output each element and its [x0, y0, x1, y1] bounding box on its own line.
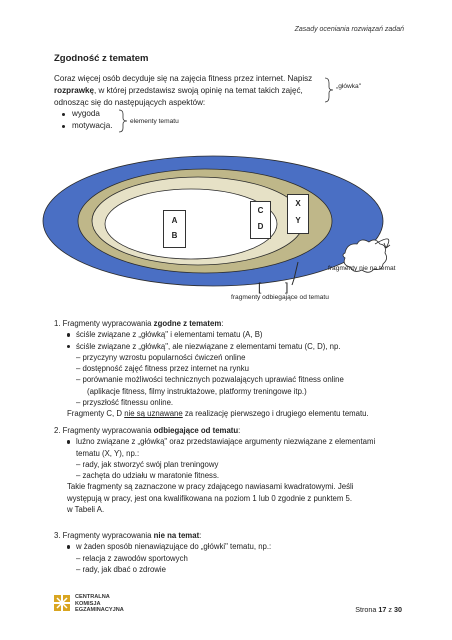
label-c: C [257, 206, 264, 215]
offtopic-label: fragmenty nie na temat [328, 265, 396, 272]
section-2 [54, 425, 404, 515]
aspect-text: motywacja. [72, 121, 113, 130]
heading-text: 2. Fragmenty wypracowania [54, 426, 154, 435]
bracket-open: [ [258, 280, 262, 294]
label-d: D [257, 222, 264, 231]
logo-mark-icon [54, 595, 71, 612]
paragraph-line: występują w pracy, jest ona kwalifikowana na poziom 1 lub 0 zgodnie z punktem 5. [67, 493, 353, 503]
label-x: X [295, 199, 301, 208]
elements-label: elementy tematu [130, 118, 179, 125]
list-item [67, 329, 404, 340]
prompt-line-2-rest: , w której przedstawisz swoją opinię na temat takich zajęć, [94, 86, 303, 95]
bracket-close: ] [285, 280, 289, 294]
note-text-end: za realizację pierwszego i drugiego elementu tematu. [182, 409, 369, 419]
dash-item: – przyszłość fitnessu online. [76, 398, 174, 408]
list-text: w żaden sposób nienawiązujące do „główki" tematu, np.: [76, 542, 272, 552]
logo-line: EGZAMINACYJNA [75, 607, 124, 613]
box-cd [250, 201, 271, 239]
aspect-text: wygoda [72, 109, 100, 118]
section-3-heading [54, 530, 404, 541]
section-title: Zgodność z tematem [54, 53, 149, 64]
list-item [67, 541, 404, 552]
dash-item-cont: (aplikacje fitness, filmy instruktażowe, platformy treningowe itp.) [87, 386, 307, 396]
heading-colon: : [199, 531, 202, 540]
dash-item: – rady, jak dbać o zdrowie [76, 564, 166, 574]
heading-bold: zgodne z tematem [153, 319, 222, 328]
heading-bold: odbiegające od tematu [153, 426, 239, 435]
section-1-note [54, 408, 404, 419]
label-a: A [171, 216, 178, 225]
glowka-label: „główka" [336, 83, 362, 90]
page-number [355, 605, 402, 614]
section-1 [54, 318, 404, 420]
page-total: 30 [394, 605, 402, 614]
list-item [67, 341, 404, 352]
dash-item: – rady, jak stworzyć swój plan treningowy [76, 459, 219, 469]
page-current: 17 [378, 605, 387, 614]
bullet-dot [67, 333, 70, 336]
label-y: Y [295, 216, 301, 225]
box-ab [163, 210, 186, 248]
box-xy [287, 194, 309, 234]
dash-item: – dostępność zajęć fitness przez internet na rynku [76, 364, 249, 374]
heading-colon: : [238, 426, 241, 435]
heading-text: 3. Fragmenty wypracowania [54, 531, 154, 540]
bullet-dot [67, 545, 70, 548]
list-item [67, 436, 404, 447]
section-2-heading [54, 425, 404, 436]
heading-text: 1. Fragmenty wypracowania [54, 319, 154, 328]
page-of: z [386, 605, 394, 614]
logo-line: CENTRALNA [75, 594, 110, 600]
prompt-bold: rozprawkę [54, 86, 95, 95]
paragraph-line: w Tabeli A. [67, 505, 105, 515]
page-prefix: Strona [355, 605, 379, 614]
running-header: Zasady oceniania rozwiązań zadań [294, 26, 404, 33]
paragraph-line: Takie fragmenty są zaznaczone w pracy zdającego nawiasami kwadratowymi. Jeśli [67, 482, 354, 492]
section-1-heading [54, 318, 404, 329]
list-text: ściśle związane z „główką" i elementami tematu (A, B) [76, 330, 263, 340]
heading-colon: : [221, 319, 224, 328]
dash-item: – przyczyny wzrostu popularności ćwiczeń online [76, 352, 246, 362]
label-b: B [171, 231, 178, 240]
prompt-line-3: odnosząc się do następujących aspektów: [54, 98, 206, 107]
prompt-line-1: Coraz więcej osób decyduje się na zajęcia fitness przez internet. Napisz [54, 74, 313, 83]
list-text: ściśle związane z „główką", ale niezwiązane z elementami tematu (C, D), np. [76, 341, 341, 351]
dash-item: – zachęta do udziału w maratonie fitness. [76, 471, 220, 481]
bullet-dot [67, 345, 70, 348]
bullet-dot [67, 440, 70, 443]
heading-bold: nie na temat [153, 531, 200, 540]
list-text: luźno związane z „główką" oraz przedstawiające argumenty niezwiązane z elementami [76, 437, 376, 447]
deviating-label: fragmenty odbiegające od tematu [231, 294, 329, 301]
dash-item: – relacja z zawodów sportowych [76, 553, 188, 563]
note-underlined: nie są uznawane [124, 409, 183, 419]
list-text-cont: tematu (X, Y), np.: [76, 448, 140, 458]
note-text: Fragmenty C, D [67, 409, 125, 419]
dash-item: – porównanie możliwości technicznych pozwalających uprawiać fitness online [76, 375, 344, 385]
logo-line: KOMISJA [75, 600, 101, 607]
section-3 [54, 530, 404, 575]
